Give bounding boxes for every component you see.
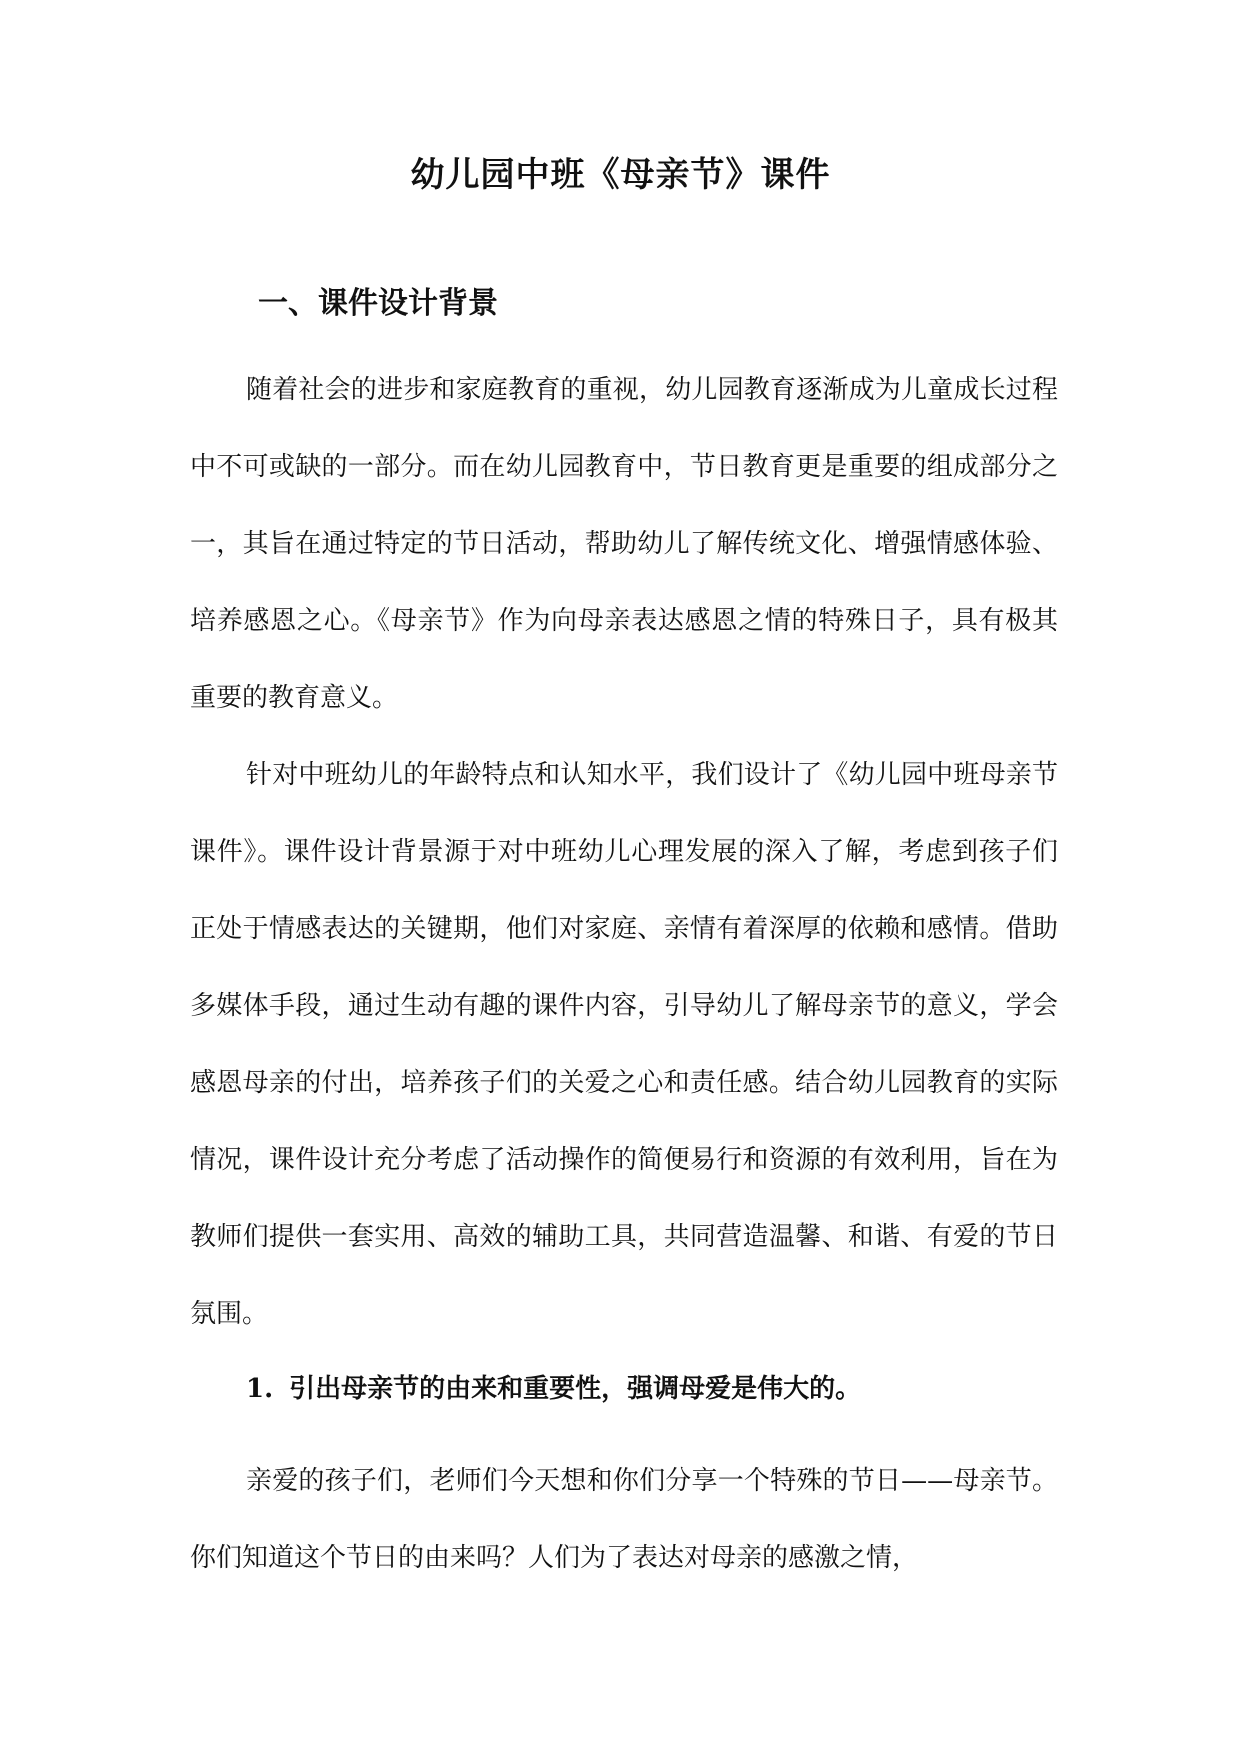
section-heading-background: 一、课件设计背景 bbox=[258, 286, 498, 321]
numbered-item-1 bbox=[246, 1364, 861, 1414]
body-paragraph-1: 随着社会的进步和家庭教育的重视，幼儿园教育逐渐成为儿童成长过程中不可或缺的一部分。而在幼儿园教育中，节日教育更是重要的组成部分之一，其旨在通过特定的节日活动，帮助幼儿了解传统文化、增强情感体验、培养感恩之心。《母亲节》作为向母亲表达感恩之情的特殊日子，具有极其重要的教育意义。 bbox=[190, 375, 1058, 713]
item-text: 引出母亲节的由来和重要性，强调母爱是伟大的。 bbox=[289, 1374, 862, 1404]
document-title: 幼儿园中班《母亲节》课件 bbox=[410, 155, 831, 195]
body-paragraph-2: 针对中班幼儿的年龄特点和认知水平，我们设计了《幼儿园中班母亲节课件》。课件设计背景源于对中班幼儿心理发展的深入了解，考虑到孩子们正处于情感表达的关键期，他们对家庭、亲情有着深厚的依赖和感情。借助多媒体手段，通过生动有趣的课件内容，引导幼儿了解母亲节的意义，学会感恩母亲的付出，培养孩子们的关爱之心和责任感。结合幼儿园教育的实际情况，课件设计充分考虑了活动操作的简便易行和资源的有效利用，旨在为教师们提供一套实用、高效的辅助工具，共同营造温馨、和谐、有爱的节日氛围。 bbox=[190, 760, 1058, 1329]
item-number: 1. bbox=[246, 1374, 274, 1404]
body-paragraph-3: 亲爱的孩子们，老师们今天想和你们分享一个特殊的节日——母亲节。你们知道这个节日的由来吗？人们为了表达对母亲的感激之情， bbox=[190, 1466, 1058, 1573]
